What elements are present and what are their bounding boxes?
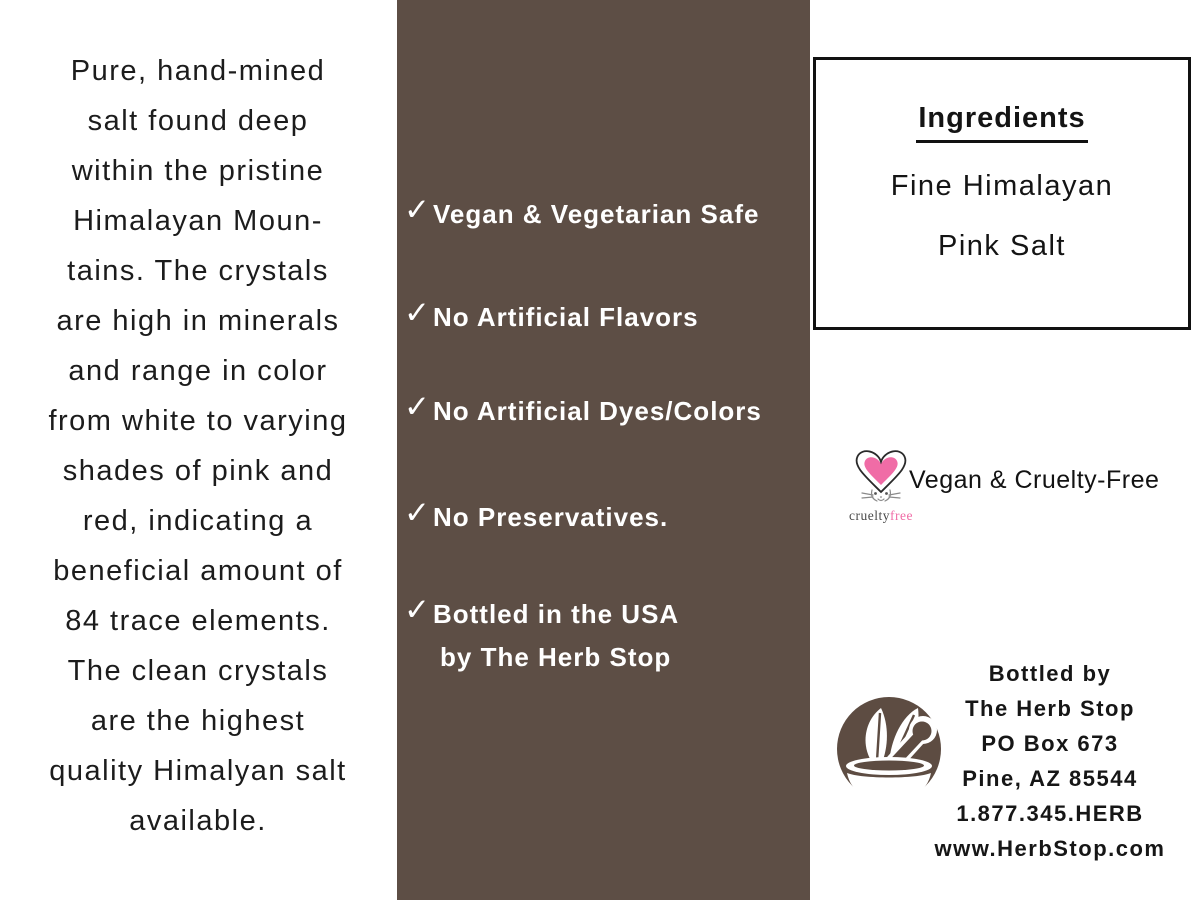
- feature-label-line2: by The Herb Stop: [440, 642, 672, 672]
- feature-item: [404, 295, 699, 334]
- ingredients-box: [813, 57, 1191, 330]
- cruelty-free-logo: [843, 446, 919, 524]
- description-line: and range in color: [68, 355, 328, 387]
- description-line: shades of pink and: [62, 455, 334, 487]
- ingredients-title: Ingredients: [916, 102, 1087, 143]
- description-line: salt found deep: [87, 105, 309, 137]
- check-icon: ✓: [404, 592, 431, 627]
- description-line: quality Himalyan salt: [49, 755, 347, 787]
- ingredient-line: Pink Salt: [938, 230, 1066, 262]
- check-icon: ✓: [404, 295, 431, 330]
- description-line: tains. The crystals: [67, 255, 329, 287]
- check-icon: ✓: [404, 192, 431, 227]
- address-line: The Herb Stop: [965, 696, 1135, 721]
- info-panel: [810, 0, 1200, 900]
- vegan-cruelty-free-label: Vegan & Cruelty-Free: [909, 466, 1160, 494]
- description-line: red, indicating a: [82, 505, 314, 537]
- description-line: Pure, hand-mined: [70, 55, 326, 87]
- feature-label: Vegan & Vegetarian Safe: [432, 199, 760, 229]
- description-line: The clean crystals: [67, 655, 329, 687]
- ingredient-line: Fine Himalayan: [890, 170, 1114, 202]
- feature-label: No Artificial Flavors: [432, 302, 699, 332]
- feature-item: [404, 592, 680, 674]
- address-line: Pine, AZ 85544: [962, 766, 1138, 791]
- description-line: Himalayan Moun-: [73, 205, 323, 237]
- description-panel: [0, 0, 397, 900]
- address-line: PO Box 673: [981, 731, 1119, 756]
- feature-label: No Preservatives.: [432, 502, 669, 532]
- product-description: [4, 46, 392, 846]
- description-line: from white to varying: [48, 405, 348, 437]
- description-line: are the highest: [90, 705, 306, 737]
- feature-item: [404, 192, 760, 231]
- description-line: beneficial amount of: [53, 555, 343, 587]
- crueltyfree-word-free: free: [890, 508, 913, 523]
- address-line: 1.877.345.HERB: [956, 801, 1144, 826]
- feature-item: [404, 389, 762, 428]
- features-panel: [397, 0, 810, 900]
- crueltyfree-wordmark: [843, 508, 919, 524]
- address-line: www.HerbStop.com: [934, 836, 1166, 861]
- description-line: are high in minerals: [56, 305, 340, 337]
- check-icon: ✓: [404, 389, 431, 424]
- description-line: 84 trace elements.: [65, 605, 331, 637]
- check-icon: ✓: [404, 495, 431, 530]
- feature-label: No Artificial Dyes/Colors: [432, 396, 762, 426]
- feature-item: [404, 495, 669, 534]
- feature-label: Bottled in the USA: [432, 599, 680, 629]
- description-line: within the pristine: [71, 155, 325, 187]
- bunny-heart-icon: [848, 446, 914, 502]
- address-block: [900, 656, 1200, 866]
- description-line: available.: [129, 805, 267, 837]
- address-line: Bottled by: [988, 661, 1112, 686]
- crueltyfree-word-cruelty: cruelty: [849, 508, 890, 523]
